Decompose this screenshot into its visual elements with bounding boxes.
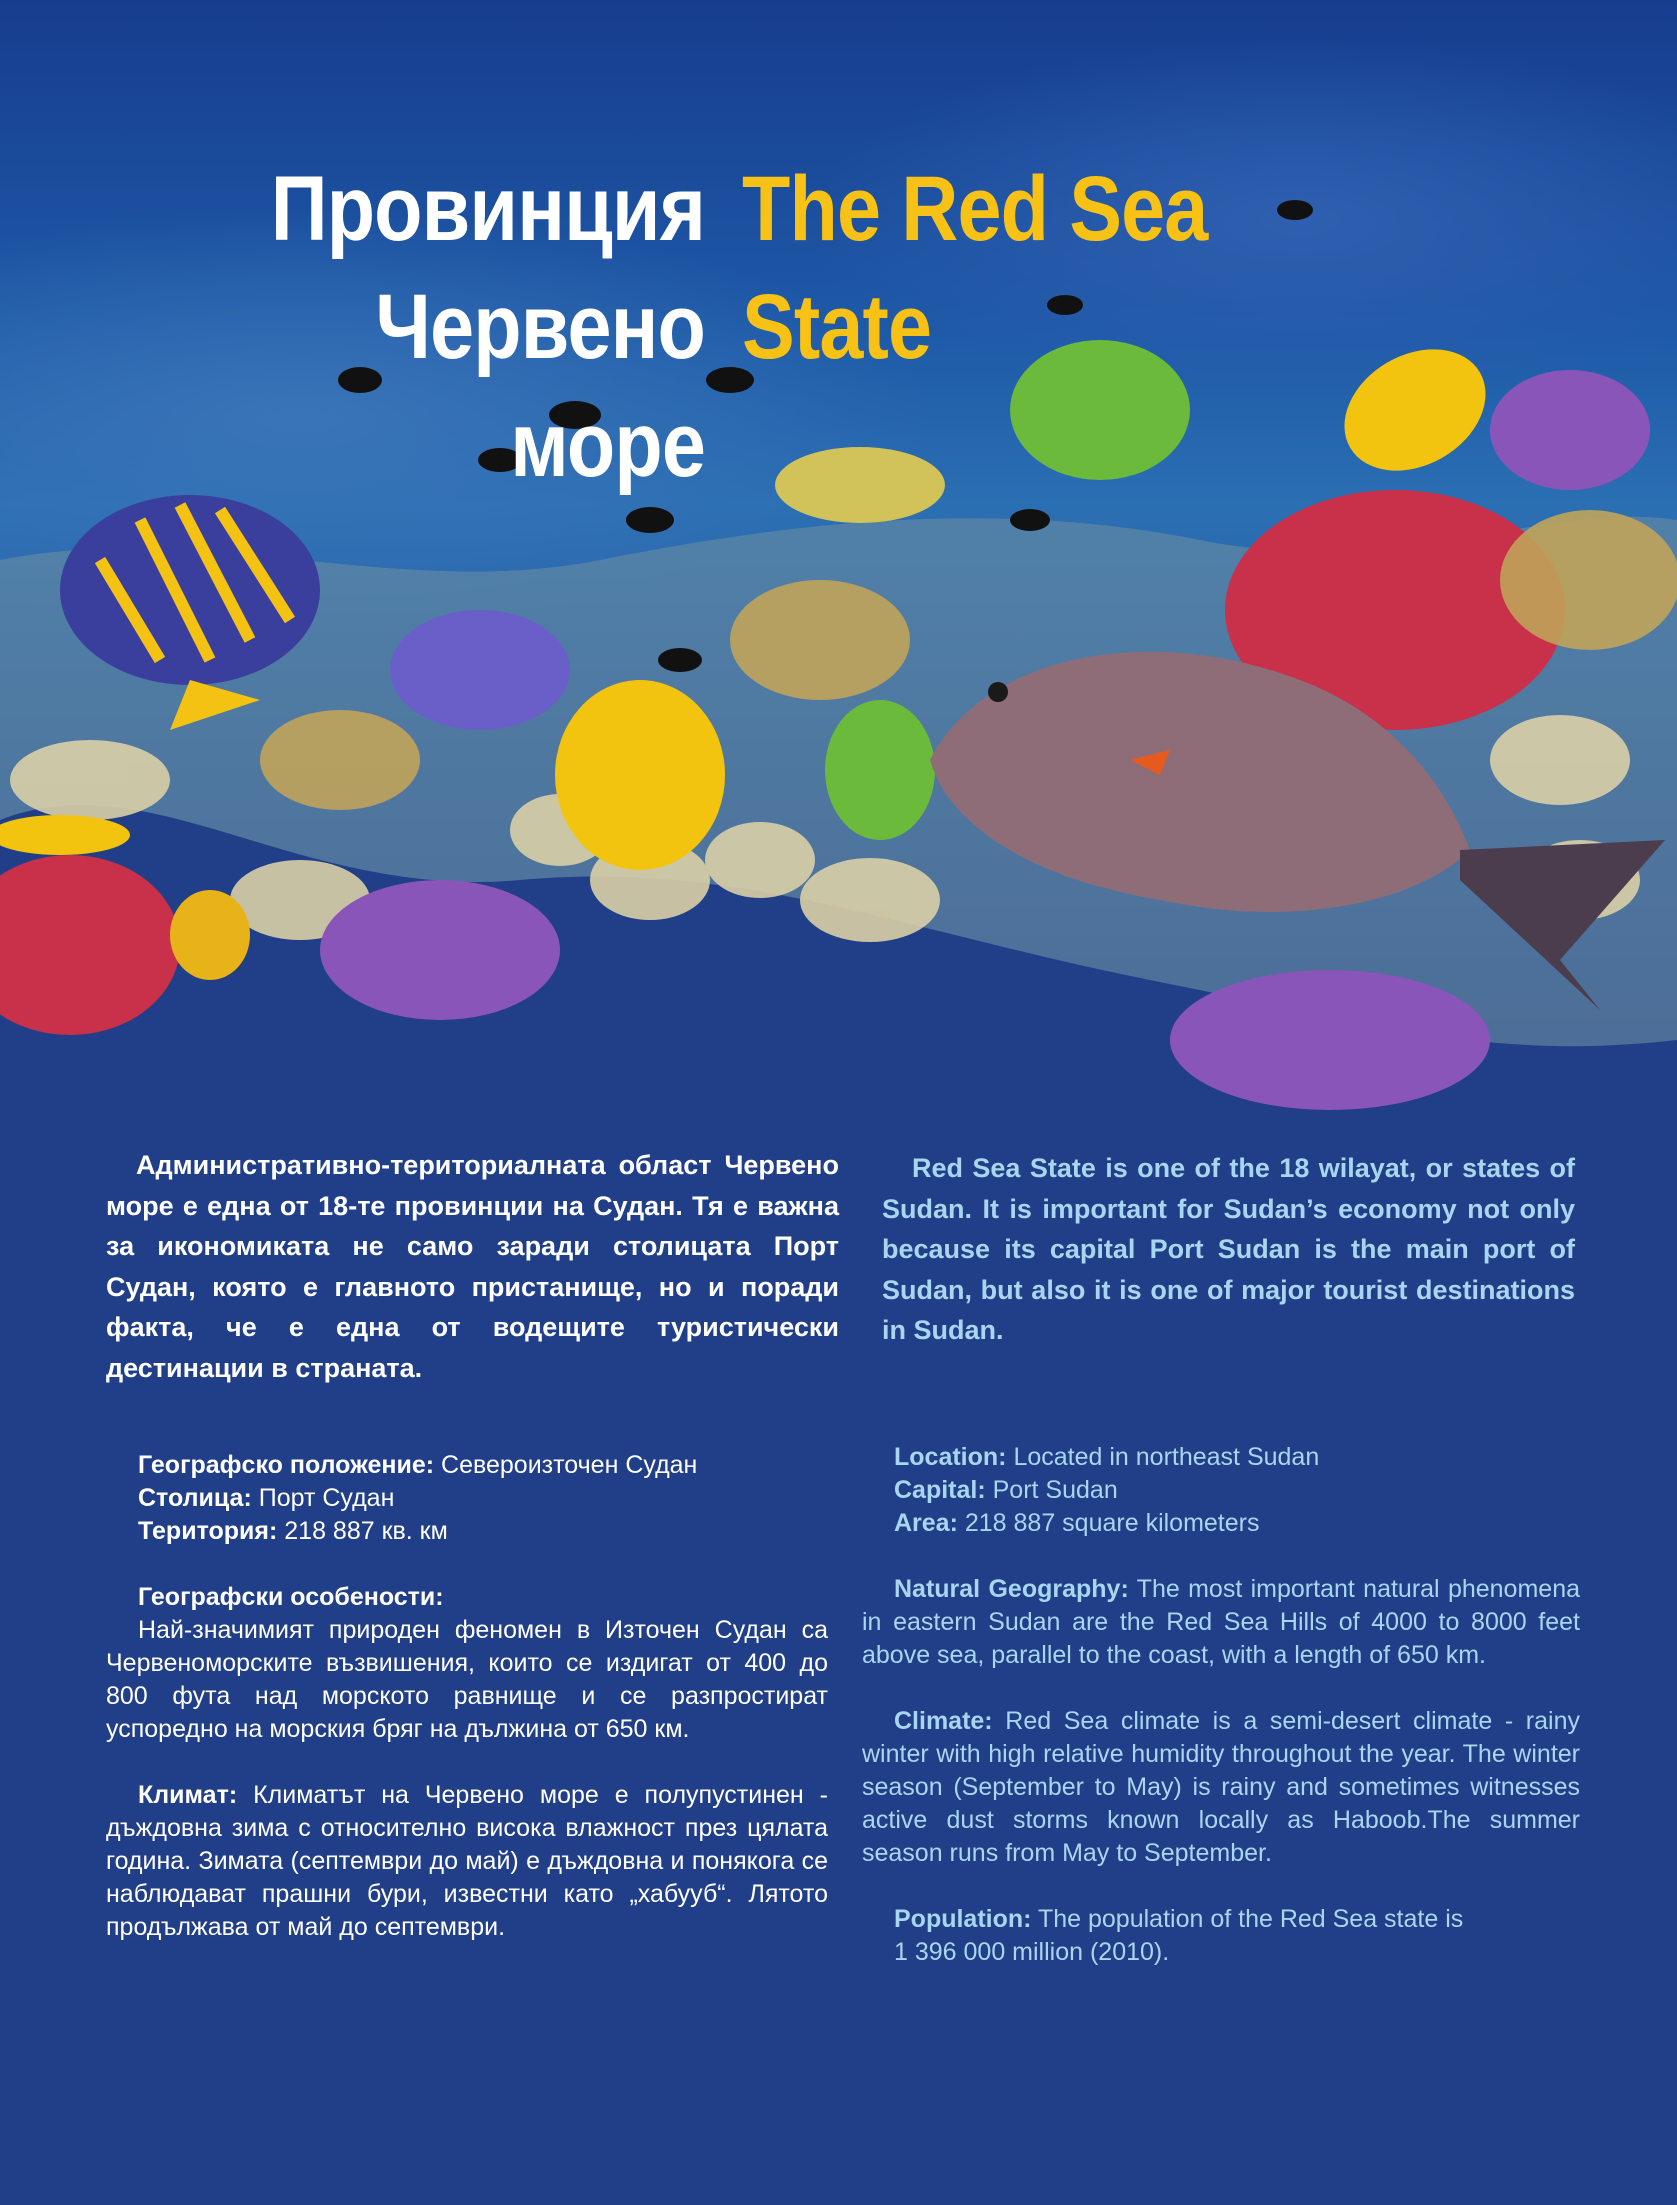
fact-location-label: Географско положение: <box>138 1451 435 1479</box>
fact-geography-heading-bg <box>106 1581 828 1614</box>
spacer <box>106 1746 828 1779</box>
fact-area-bg <box>106 1515 828 1548</box>
title-bulgarian <box>193 150 705 504</box>
fact-location-value: Североизточен Судан <box>434 1451 698 1479</box>
facts-english <box>862 1441 1580 1969</box>
fact-capital-value: Port Sudan <box>985 1476 1118 1504</box>
title-bg-line2: Червено море <box>375 276 705 496</box>
fact-area-label: Територия: <box>138 1517 278 1545</box>
fact-location-en <box>862 1441 1580 1474</box>
fact-geography-label: Natural Geography: <box>894 1575 1129 1603</box>
spacer <box>862 1870 1580 1903</box>
spacer <box>862 1672 1580 1705</box>
fact-capital-en <box>862 1474 1580 1507</box>
fact-climate-bg <box>106 1779 828 1944</box>
fact-climate-label: Климат: <box>138 1781 238 1809</box>
fact-geography-en <box>862 1573 1580 1672</box>
fact-geography-label: Географски особености: <box>138 1583 444 1611</box>
fact-population-en <box>862 1903 1580 1936</box>
spacer <box>862 1540 1580 1573</box>
fact-climate-en <box>862 1705 1580 1870</box>
fact-geography-text-bg: Най-значимият природен феномен в Източен Судан са Червеноморските възвишения, които се издигат от 400 до 800 фута над морското равнище и се разпростират успоредно на морския бряг на дължина от 650 км. <box>106 1616 828 1743</box>
fact-area-value: 218 887 кв. км <box>277 1517 448 1545</box>
fact-area-en <box>862 1507 1580 1540</box>
fact-climate-label: Climate: <box>894 1707 993 1735</box>
fact-area-label: Area: <box>894 1509 958 1537</box>
fact-climate-text: Климатът на Червено море е полупустинен - дъждовна зима с относително висока влажност през цялата година. Зимата (септември до май) е дъждовна и понякога се наблюдават прашни бури, известни като „хабууб“. Лятото продължава от май до септември. <box>106 1781 828 1941</box>
fact-capital-value: Порт Судан <box>251 1484 395 1512</box>
fact-geography-text: The most important natural phenomena in eastern Sudan are the Red Sea Hills of 4000 to 8000 feet above sea, parallel to the coast, with a length of 650 km. <box>862 1575 1580 1669</box>
intro-paragraph-bg: Административно-териториалната област Червено море е една от 18-те провинции на Судан. Тя е важна за икономиката не само заради столицата Порт Судан, която е главното пристанище, но и поради факта, че е една от водещите туристически дестинации в страната. <box>106 1150 839 1383</box>
spacer <box>106 1548 828 1581</box>
fact-capital-label: Capital: <box>894 1476 986 1504</box>
fact-location-bg <box>106 1449 828 1482</box>
facts-bulgarian <box>106 1449 828 1944</box>
fact-population-value-line2: 1 396 000 million (2010). <box>894 1938 1170 1966</box>
fact-capital-bg <box>106 1482 828 1515</box>
fact-location-label: Location: <box>894 1443 1007 1471</box>
title-en-line1: The Red Sea <box>742 158 1208 260</box>
title-en-line2: State <box>742 276 932 378</box>
fact-capital-label: Столица: <box>138 1484 252 1512</box>
intro-paragraph-en: Red Sea State is one of the 18 wilayat, or states of Sudan. It is important for Sudan’s economy not only because its capital Port Sudan is the main port of Sudan, but also it is one of major tourist destinations in Sudan. <box>882 1153 1575 1345</box>
fact-location-value: Located in northeast Sudan <box>1006 1443 1320 1471</box>
title-english <box>742 150 1207 386</box>
fact-population-value: The population of the Red Sea state is <box>1031 1905 1464 1933</box>
fact-climate-text: Red Sea climate is a semi-desert climate - rainy winter with high relative humidity throughout the year. The winter season (September to May) is rainy and sometimes witnesses active dust storms known locally as Haboob.The summer season runs from May to September. <box>862 1707 1580 1867</box>
title-bg-line1: Провинция <box>270 158 705 260</box>
fact-area-value: 218 887 square kilometers <box>957 1509 1260 1537</box>
fact-population-label: Population: <box>894 1905 1032 1933</box>
